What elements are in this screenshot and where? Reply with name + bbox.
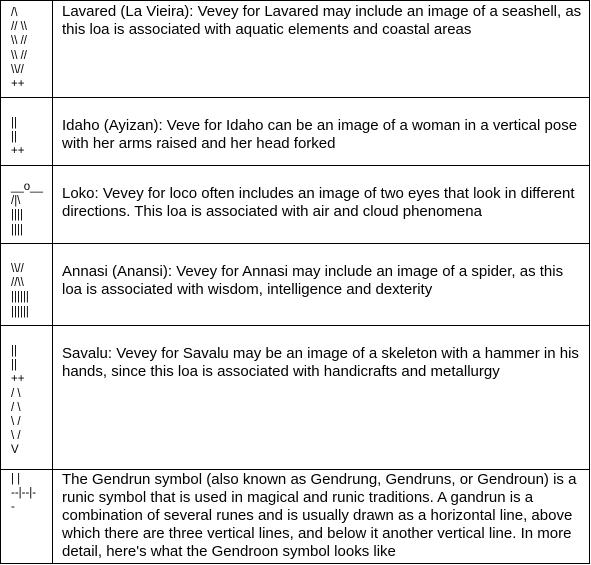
symbol-cell (1, 98, 53, 166)
symbol-cell (1, 244, 53, 326)
description-cell (53, 326, 590, 470)
ascii-symbol: || || ++ (11, 117, 25, 158)
table-row (1, 326, 590, 470)
symbol-cell (1, 326, 53, 470)
table-row (1, 244, 590, 326)
symbol-cell (1, 166, 53, 244)
description-text: Annasi (Anansi): Vevey for Annasi may include an image of a spider, as this loa is associated with wisdom, intelligence and dexterity (62, 263, 564, 298)
ascii-symbol: /\ // \\ \\ // \\ // \\// ++ (11, 7, 27, 91)
description-text: Loko: Vevey for loco often includes an image of two eyes that look in different directions. This loa is associated with air and cloud phenomena (62, 185, 575, 220)
description-cell (53, 470, 590, 564)
table-row (1, 166, 590, 244)
ascii-symbol: __o__ /|\ |||| |||| (11, 181, 43, 236)
description-text: Lavared (La Vieira): Vevey for Lavared may include an image of a seashell, as this loa is associated with aquatic elements and coastal areas (62, 3, 582, 38)
table-row (1, 98, 590, 166)
symbol-cell (1, 1, 53, 98)
description-cell (53, 244, 590, 326)
description-text: Idaho (Ayizan): Veve for Idaho can be an image of a woman in a vertical pose with her arms raised and her head forked (62, 117, 578, 152)
description-text: The Gendrun symbol (also known as Gendrung, Gendruns, or Gendroun) is a runic symbol that is used in magical and runic traditions. A gandrun is a combination of several runes and is usually drawn as a horizontal line, above which there are three vertical lines, and below it another vertical line. In more detail, here's what the Gendroon symbol looks like (62, 471, 577, 560)
description-text: Savalu: Vevey for Savalu may be an image of a skeleton with a hammer in his hands, since this loa is associated with handicrafts and metallurgy (62, 345, 579, 380)
description-cell (53, 98, 590, 166)
table-row (1, 1, 590, 98)
ascii-symbol: \\// //\\ |||||| |||||| (11, 263, 29, 318)
symbol-cell (1, 470, 53, 564)
table-row (1, 470, 590, 564)
description-cell (53, 1, 590, 98)
ascii-symbol: || || ++ / \ / \ \ / \ / V (11, 345, 25, 457)
ascii-symbol: | | --|--|- - (11, 473, 37, 514)
description-cell (53, 166, 590, 244)
